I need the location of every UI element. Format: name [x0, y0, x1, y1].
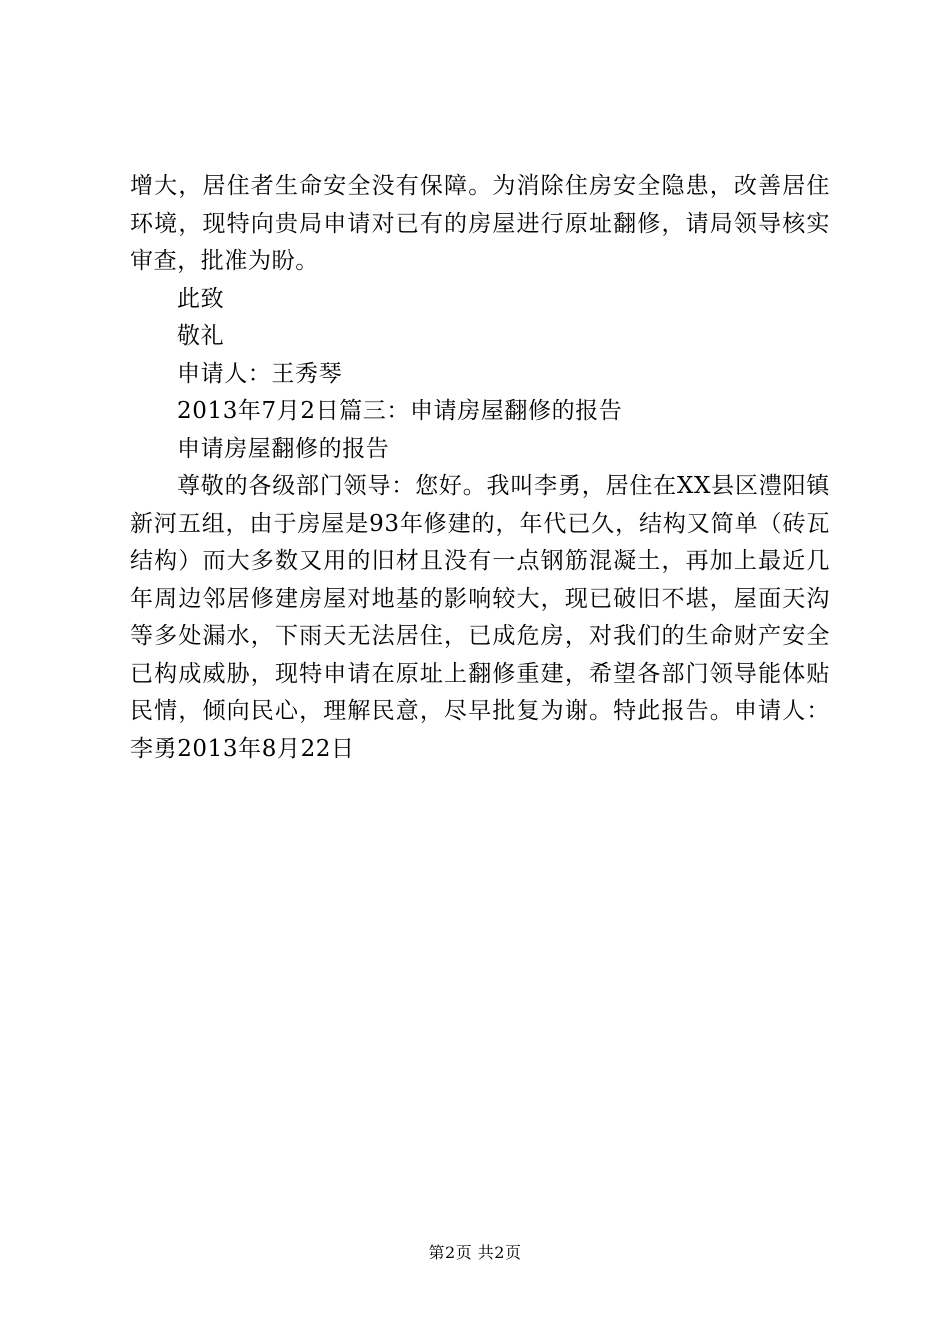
paragraph-salutation-jingli: 敬礼	[177, 323, 225, 349]
paragraph-salutation-cizhi: 此致	[177, 285, 225, 312]
paragraph-report-body: 尊敬的各级部门领导：您好。我叫李勇，居住在XX县区澧阳镇新河五组，由于房屋是93年修建的，年代已久，结构又简单（砖瓦结构）而大多数又用的旧材且没有一点钢筋混凝土，再加上最近几年周边邻居修建房屋对地基的影响较大，现已破旧不堪，屋面天沟等多处漏水，下雨天无法居住，已成危房，对我们的生命财产安全已构成威胁，现特申请在原址上翻修重建，希望各部门领导能体贴民情，倾向民心，理解民意，尽早批复为谢。特此报告。申请人：李勇2013年8月22日	[130, 473, 830, 762]
document-body	[130, 168, 830, 768]
paragraph-date-and-section-title: 2013年7月2日篇三：申请房屋翻修的报告	[177, 398, 623, 424]
paragraph-continuation: 增大，居住者生命安全没有保障。为消除住房安全隐患，改善居住环境，现特向贵局申请对已有的房屋进行原址翻修，请局领导核实审查，批准为盼。	[130, 173, 830, 274]
page-number-footer: 第2页 共2页	[428, 1243, 522, 1262]
paragraph-report-title: 申请房屋翻修的报告	[177, 435, 390, 462]
paragraph-applicant: 申请人：王秀琴	[177, 360, 343, 387]
